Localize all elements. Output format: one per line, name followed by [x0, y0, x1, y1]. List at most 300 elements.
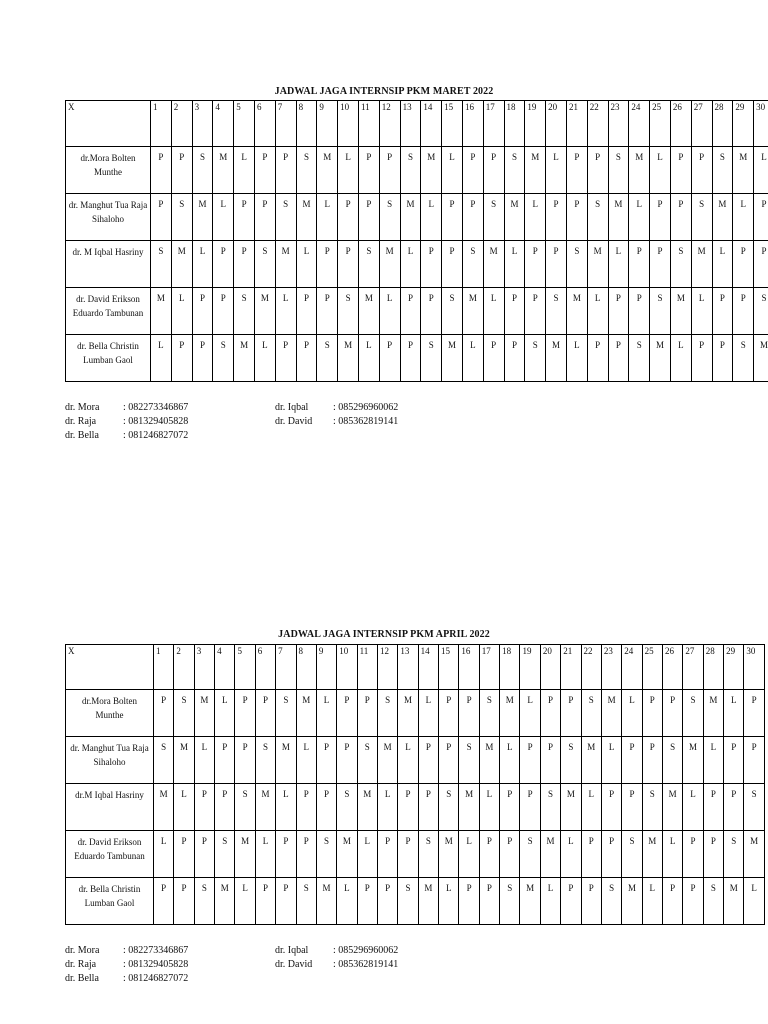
shift-cell: L: [316, 690, 336, 737]
shift-cell: S: [540, 784, 560, 831]
shift-cell: P: [379, 335, 400, 382]
shift-cell: M: [337, 831, 357, 878]
shift-cell: L: [650, 147, 671, 194]
shift-cell: P: [296, 831, 316, 878]
day-header: 23: [601, 645, 621, 690]
shift-cell: P: [724, 784, 744, 831]
shift-cell: P: [733, 288, 754, 335]
shift-cell: M: [566, 288, 587, 335]
shift-cell: P: [398, 831, 418, 878]
shift-cell: P: [691, 335, 712, 382]
shift-cell: L: [174, 784, 194, 831]
shift-cell: S: [670, 241, 691, 288]
shift-cell: S: [276, 690, 296, 737]
shift-cell: L: [622, 690, 642, 737]
shift-cell: L: [338, 147, 359, 194]
shift-cell: P: [192, 288, 213, 335]
shift-cell: L: [525, 194, 546, 241]
shift-cell: S: [500, 878, 520, 925]
table-row: [66, 288, 768, 335]
shift-cell: P: [213, 288, 234, 335]
shift-cell: P: [316, 784, 336, 831]
doctor-name: dr. M Iqbal Hasriny: [66, 241, 151, 288]
shift-cell: M: [670, 288, 691, 335]
shift-cell: P: [650, 241, 671, 288]
shift-cell: P: [338, 241, 359, 288]
shift-cell: S: [525, 335, 546, 382]
shift-cell: P: [235, 690, 255, 737]
day-header: 10: [338, 101, 359, 147]
day-header: 6: [254, 101, 275, 147]
shift-cell: L: [255, 831, 275, 878]
shift-cell: M: [400, 194, 421, 241]
shift-cell: P: [724, 737, 744, 784]
shift-cell: L: [235, 878, 255, 925]
day-header: 12: [377, 645, 397, 690]
shift-cell: S: [296, 147, 317, 194]
day-header: 11: [357, 645, 377, 690]
corner-cell: X: [66, 645, 154, 690]
shift-cell: S: [712, 147, 733, 194]
shift-cell: L: [581, 784, 601, 831]
shift-cell: L: [296, 241, 317, 288]
day-header: 2: [174, 645, 194, 690]
shift-cell: S: [316, 831, 336, 878]
shift-cell: S: [459, 737, 479, 784]
day-header: 25: [642, 645, 662, 690]
day-header: 6: [255, 645, 275, 690]
shift-cell: M: [192, 194, 213, 241]
shift-cell: P: [733, 241, 754, 288]
shift-cell: P: [703, 784, 723, 831]
shift-cell: S: [546, 288, 567, 335]
shift-cell: S: [174, 690, 194, 737]
table-row: [66, 690, 765, 737]
shift-cell: P: [546, 241, 567, 288]
contact-phone: : 085296960062: [333, 402, 399, 413]
day-header: 17: [483, 101, 504, 147]
contact-name: dr. Iqbal: [275, 945, 309, 956]
shift-cell: P: [276, 831, 296, 878]
schedule-title-march: JADWAL JAGA INTERNSIP PKM MARET 2022: [274, 86, 494, 97]
shift-cell: P: [691, 147, 712, 194]
shift-cell: P: [712, 288, 733, 335]
shift-cell: S: [504, 147, 525, 194]
shift-cell: P: [194, 784, 214, 831]
shift-cell: S: [337, 784, 357, 831]
schedule-table-march: [65, 100, 768, 382]
shift-cell: P: [379, 147, 400, 194]
day-header: 30: [754, 101, 768, 147]
shift-cell: L: [421, 194, 442, 241]
shift-cell: P: [500, 784, 520, 831]
shift-cell: L: [608, 241, 629, 288]
shift-cell: S: [377, 690, 397, 737]
day-header: 22: [587, 101, 608, 147]
day-header: 8: [296, 645, 316, 690]
day-header: 14: [418, 645, 438, 690]
shift-cell: L: [151, 335, 172, 382]
shift-cell: L: [377, 784, 397, 831]
shift-cell: P: [581, 878, 601, 925]
shift-cell: S: [400, 147, 421, 194]
day-header: 7: [276, 645, 296, 690]
day-header: 24: [629, 101, 650, 147]
shift-cell: P: [662, 878, 682, 925]
day-header: 12: [379, 101, 400, 147]
day-header: 21: [561, 645, 581, 690]
shift-cell: M: [691, 241, 712, 288]
shift-cell: S: [622, 831, 642, 878]
day-header: 5: [235, 645, 255, 690]
contact-name: dr. Mora: [65, 945, 100, 956]
shift-cell: S: [724, 831, 744, 878]
table-row: [66, 194, 768, 241]
shift-cell: L: [479, 784, 499, 831]
shift-cell: P: [235, 737, 255, 784]
shift-cell: S: [194, 878, 214, 925]
contact-name: dr. Bella: [65, 430, 99, 441]
shift-cell: P: [622, 737, 642, 784]
shift-cell: L: [213, 194, 234, 241]
shift-cell: M: [357, 784, 377, 831]
shift-cell: P: [459, 878, 479, 925]
shift-cell: P: [546, 194, 567, 241]
shift-cell: M: [442, 335, 463, 382]
shift-cell: L: [504, 241, 525, 288]
shift-cell: P: [358, 194, 379, 241]
doctor-name: dr.M Iqbal Hasriny: [66, 784, 154, 831]
day-header: 3: [194, 645, 214, 690]
shift-cell: M: [459, 784, 479, 831]
shift-cell: M: [254, 288, 275, 335]
day-header: 8: [296, 101, 317, 147]
shift-cell: P: [608, 288, 629, 335]
shift-cell: L: [754, 147, 768, 194]
table-row: [66, 335, 768, 382]
shift-cell: P: [462, 194, 483, 241]
day-header: 16: [462, 101, 483, 147]
shift-cell: P: [670, 147, 691, 194]
shift-cell: S: [733, 335, 754, 382]
shift-cell: M: [171, 241, 192, 288]
doctor-name: dr. Bella Christin Lumban Gaol: [66, 878, 154, 925]
shift-cell: M: [418, 878, 438, 925]
shift-cell: S: [561, 737, 581, 784]
shift-cell: M: [174, 737, 194, 784]
shift-cell: M: [561, 784, 581, 831]
shift-cell: S: [439, 784, 459, 831]
shift-cell: P: [561, 878, 581, 925]
shift-cell: S: [629, 335, 650, 382]
shift-cell: P: [504, 288, 525, 335]
shift-cell: L: [733, 194, 754, 241]
day-header: 9: [317, 101, 338, 147]
shift-cell: M: [154, 784, 174, 831]
shift-cell: P: [357, 878, 377, 925]
shift-cell: M: [712, 194, 733, 241]
day-header: 15: [439, 645, 459, 690]
doctor-name: dr.Mora Bolten Munthe: [66, 147, 151, 194]
shift-cell: M: [213, 147, 234, 194]
shift-cell: P: [296, 288, 317, 335]
shift-cell: M: [581, 737, 601, 784]
schedule-table-april: [65, 644, 765, 925]
contact-phone: : 085362819141: [333, 416, 399, 427]
shift-cell: P: [151, 147, 172, 194]
shift-cell: M: [316, 878, 336, 925]
shift-cell: S: [642, 784, 662, 831]
day-header: 30: [744, 645, 764, 690]
day-header: 14: [421, 101, 442, 147]
day-header: 13: [400, 101, 421, 147]
shift-cell: S: [192, 147, 213, 194]
shift-cell: P: [255, 878, 275, 925]
shift-cell: P: [479, 831, 499, 878]
table-row: [66, 878, 765, 925]
contact-name: dr. Mora: [65, 402, 100, 413]
contact-phone: : 082273346867: [123, 945, 189, 956]
doctor-name: dr. Bella Christin Lumban Gaol: [66, 335, 151, 382]
day-header: 5: [234, 101, 255, 147]
header-row: [66, 645, 765, 690]
shift-cell: M: [724, 878, 744, 925]
shift-cell: M: [683, 737, 703, 784]
contact-list-april: [65, 944, 465, 988]
shift-cell: P: [338, 194, 359, 241]
shift-cell: M: [377, 737, 397, 784]
contact-name: dr. Iqbal: [275, 402, 309, 413]
shift-cell: S: [662, 737, 682, 784]
doctor-name: dr. David Erikson Eduardo Tambunan: [66, 831, 154, 878]
shift-cell: L: [379, 288, 400, 335]
shift-cell: P: [421, 241, 442, 288]
shift-cell: L: [358, 335, 379, 382]
day-header: 22: [581, 645, 601, 690]
shift-cell: L: [254, 335, 275, 382]
shift-cell: P: [483, 335, 504, 382]
table-row: [66, 831, 765, 878]
shift-cell: M: [462, 288, 483, 335]
shift-cell: P: [171, 147, 192, 194]
shift-cell: L: [192, 241, 213, 288]
shift-cell: P: [629, 288, 650, 335]
day-header: 26: [662, 645, 682, 690]
shift-cell: M: [338, 335, 359, 382]
shift-cell: P: [744, 737, 764, 784]
contact-phone: : 081329405828: [123, 416, 189, 427]
shift-cell: P: [255, 690, 275, 737]
shift-cell: P: [296, 784, 316, 831]
shift-cell: P: [296, 335, 317, 382]
shift-cell: M: [622, 878, 642, 925]
shift-cell: P: [317, 288, 338, 335]
shift-cell: M: [662, 784, 682, 831]
shift-cell: P: [754, 194, 768, 241]
shift-cell: P: [154, 690, 174, 737]
shift-cell: M: [733, 147, 754, 194]
contact-list-march: [65, 401, 465, 445]
shift-cell: L: [703, 737, 723, 784]
shift-cell: P: [581, 831, 601, 878]
shift-cell: M: [379, 241, 400, 288]
shift-cell: P: [459, 690, 479, 737]
shift-cell: L: [171, 288, 192, 335]
shift-cell: M: [483, 241, 504, 288]
shift-cell: P: [275, 335, 296, 382]
day-header: 15: [442, 101, 463, 147]
shift-cell: M: [520, 878, 540, 925]
contact-phone: : 081246827072: [123, 973, 189, 984]
day-header: 20: [540, 645, 560, 690]
shift-cell: P: [358, 147, 379, 194]
day-header: 29: [724, 645, 744, 690]
shift-cell: P: [400, 288, 421, 335]
shift-cell: P: [525, 241, 546, 288]
day-header: 18: [500, 645, 520, 690]
shift-cell: P: [601, 784, 621, 831]
shift-cell: M: [276, 737, 296, 784]
table-row: [66, 737, 765, 784]
shift-cell: L: [400, 241, 421, 288]
shift-cell: L: [234, 147, 255, 194]
shift-cell: L: [546, 147, 567, 194]
shift-cell: S: [154, 737, 174, 784]
day-header: 4: [213, 101, 234, 147]
day-header: 16: [459, 645, 479, 690]
shift-cell: S: [650, 288, 671, 335]
shift-cell: L: [744, 878, 764, 925]
day-header: 4: [215, 645, 235, 690]
shift-cell: P: [316, 737, 336, 784]
doctor-name: dr. Manghut Tua Raja Sihaloho: [66, 737, 154, 784]
day-header: 27: [683, 645, 703, 690]
day-header: 24: [622, 645, 642, 690]
day-header: 28: [703, 645, 723, 690]
day-header: 7: [275, 101, 296, 147]
shift-cell: L: [683, 784, 703, 831]
shift-cell: P: [154, 878, 174, 925]
shift-cell: P: [151, 194, 172, 241]
shift-cell: S: [566, 241, 587, 288]
shift-cell: P: [174, 831, 194, 878]
shift-cell: M: [275, 241, 296, 288]
shift-cell: P: [442, 194, 463, 241]
shift-cell: P: [703, 831, 723, 878]
shift-cell: P: [215, 784, 235, 831]
shift-cell: L: [561, 831, 581, 878]
shift-cell: P: [520, 737, 540, 784]
shift-cell: P: [622, 784, 642, 831]
shift-cell: P: [608, 335, 629, 382]
shift-cell: M: [629, 147, 650, 194]
shift-cell: P: [171, 335, 192, 382]
day-header: 1: [154, 645, 174, 690]
shift-cell: M: [439, 831, 459, 878]
shift-cell: P: [566, 194, 587, 241]
shift-cell: S: [520, 831, 540, 878]
shift-cell: L: [418, 690, 438, 737]
shift-cell: M: [546, 335, 567, 382]
shift-cell: M: [296, 194, 317, 241]
shift-cell: P: [525, 288, 546, 335]
day-header: 1: [151, 101, 172, 147]
shift-cell: S: [421, 335, 442, 382]
shift-cell: L: [483, 288, 504, 335]
shift-cell: L: [691, 288, 712, 335]
shift-cell: L: [712, 241, 733, 288]
shift-cell: L: [398, 737, 418, 784]
shift-cell: P: [642, 690, 662, 737]
shift-cell: M: [587, 241, 608, 288]
shift-cell: S: [338, 288, 359, 335]
day-header: 13: [398, 645, 418, 690]
shift-cell: S: [213, 335, 234, 382]
shift-cell: M: [234, 335, 255, 382]
shift-cell: L: [670, 335, 691, 382]
contact-phone: : 081329405828: [123, 959, 189, 970]
shift-cell: S: [587, 194, 608, 241]
shift-cell: L: [275, 288, 296, 335]
contact-phone: : 085296960062: [333, 945, 399, 956]
shift-cell: L: [317, 194, 338, 241]
shift-cell: M: [601, 690, 621, 737]
shift-cell: P: [754, 241, 768, 288]
shift-cell: S: [462, 241, 483, 288]
shift-cell: L: [194, 737, 214, 784]
shift-cell: L: [459, 831, 479, 878]
shift-cell: P: [254, 147, 275, 194]
shift-cell: L: [439, 878, 459, 925]
shift-cell: S: [254, 241, 275, 288]
shift-cell: P: [540, 690, 560, 737]
doctor-name: dr. Manghut Tua Raja Sihaloho: [66, 194, 151, 241]
shift-cell: M: [421, 147, 442, 194]
shift-cell: P: [421, 288, 442, 335]
day-header: 18: [504, 101, 525, 147]
day-header: 29: [733, 101, 754, 147]
shift-cell: P: [400, 335, 421, 382]
corner-cell: X: [66, 101, 151, 147]
shift-cell: M: [215, 878, 235, 925]
shift-cell: P: [439, 690, 459, 737]
shift-cell: S: [171, 194, 192, 241]
shift-cell: L: [540, 878, 560, 925]
day-header: 26: [670, 101, 691, 147]
day-header: 19: [520, 645, 540, 690]
shift-cell: S: [235, 784, 255, 831]
shift-cell: P: [174, 878, 194, 925]
shift-cell: M: [255, 784, 275, 831]
shift-cell: S: [418, 831, 438, 878]
shift-cell: P: [337, 737, 357, 784]
shift-cell: P: [483, 147, 504, 194]
shift-cell: M: [504, 194, 525, 241]
shift-cell: P: [276, 878, 296, 925]
shift-cell: S: [581, 690, 601, 737]
shift-cell: P: [439, 737, 459, 784]
shift-cell: L: [154, 831, 174, 878]
doctor-name: dr. David Erikson Eduardo Tambunan: [66, 288, 151, 335]
shift-cell: M: [194, 690, 214, 737]
shift-cell: P: [442, 241, 463, 288]
shift-cell: S: [608, 147, 629, 194]
contact-name: dr. David: [275, 416, 313, 427]
shift-cell: L: [462, 335, 483, 382]
shift-cell: S: [703, 878, 723, 925]
shift-cell: P: [642, 737, 662, 784]
shift-cell: M: [317, 147, 338, 194]
